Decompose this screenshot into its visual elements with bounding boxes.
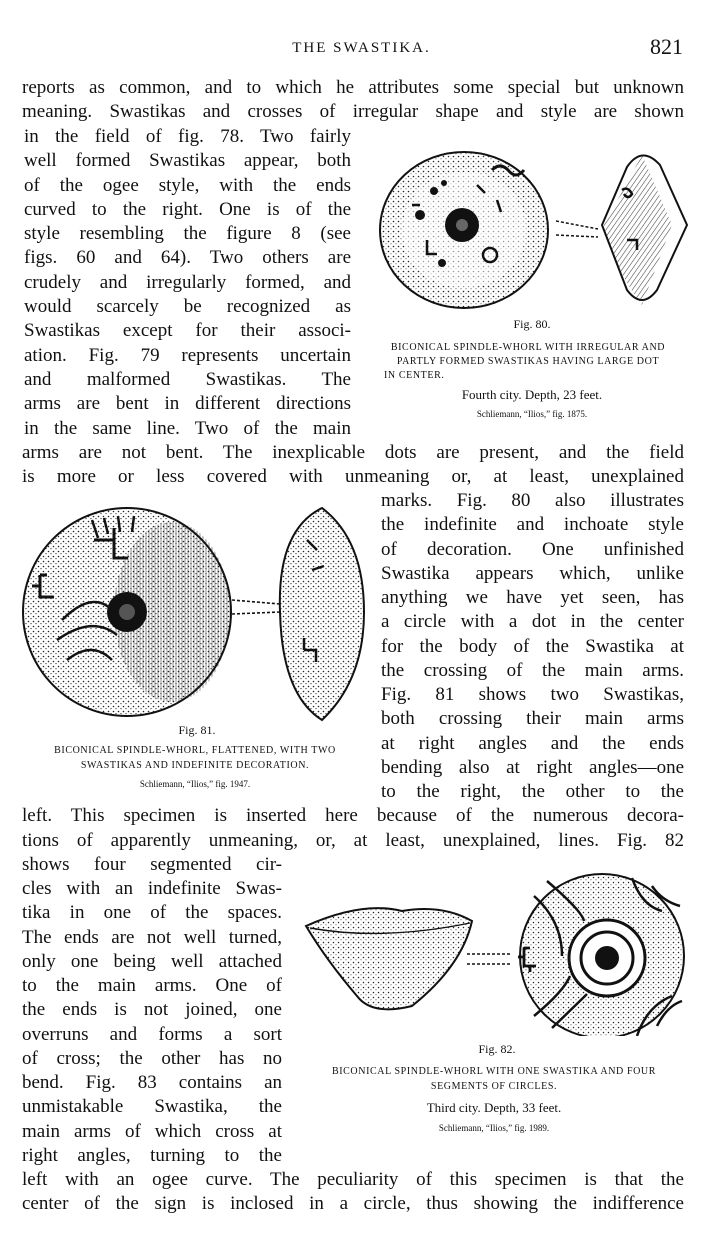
text-line: arms are bent in different directions: [24, 393, 351, 414]
fig80-source: Schliemann, “Ilios,” fig. 1875.: [476, 409, 588, 419]
text-line: left. This specimen is inserted here because of the numerous decora-: [22, 805, 684, 826]
fig80-illustration: [372, 145, 692, 320]
fig82-caption-line: BICONICAL SPINDLE-WHORL WITH ONE SWASTIKA AND FOUR: [331, 1066, 657, 1077]
text-line: overruns and forms a sort: [22, 1024, 282, 1045]
fig80-caption-line: PARTLY FORMED SWASTIKAS HAVING LARGE DOT: [396, 356, 660, 367]
text-line: curved to the right. One is of the: [24, 199, 351, 220]
text-line: main arms of which cross at: [22, 1121, 282, 1142]
text-line: a circle with a dot in the center: [381, 611, 684, 632]
text-line: only one being well attached: [22, 951, 282, 972]
text-line: the ends is not joined, one: [22, 999, 282, 1020]
text-line: in the field of fig. 78. Two fairly: [24, 126, 351, 147]
fig81-illustration: [22, 500, 372, 725]
fig80-location: Fourth city. Depth, 23 feet.: [461, 387, 603, 402]
running-title: THE SWASTIKA.: [292, 40, 431, 56]
text-line: for the body of the Swastika at: [381, 636, 684, 657]
fig80-caption-line: IN CENTER.: [384, 370, 445, 381]
text-line: bend. Fig. 83 contains an: [22, 1072, 282, 1093]
text-line: The ends are not well turned,: [22, 927, 282, 948]
text-line: ation. Fig. 79 represents uncertain: [24, 345, 351, 366]
text-line: Swastika appears which, unlike: [381, 563, 684, 584]
text-line: left with an ogee curve. The peculiarity of this specimen is that the: [22, 1169, 684, 1190]
text-line: and malformed Swastikas. The: [24, 369, 351, 390]
text-line: shows four segmented cir-: [22, 854, 282, 875]
fig81-caption-line: SWASTIKAS AND INDEFINITE DECORATION.: [80, 760, 310, 771]
text-line: tions of apparently unmeaning, or, at least, unexplained, lines. Fig. 82: [22, 830, 684, 851]
text-line: bending also at right angles—one: [381, 757, 684, 778]
text-line: would scarcely be recognized as: [24, 296, 351, 317]
text-line: crudely and irregularly formed, and: [24, 272, 351, 293]
text-line: marks. Fig. 80 also illustrates: [381, 490, 684, 511]
text-line: at right angles and the ends: [381, 733, 684, 754]
text-line: anything we have yet seen, has: [381, 587, 684, 608]
text-line: reports as common, and to which he attributes some special but unknown: [22, 77, 684, 98]
text-line: cles with an indefinite Swas-: [22, 878, 282, 899]
text-line: the crossing of the main arms.: [381, 660, 684, 681]
fig81-source: Schliemann, “Ilios,” fig. 1947.: [139, 779, 251, 789]
text-line: unmistakable Swastika, the: [22, 1096, 282, 1117]
fig81-caption-line: BICONICAL SPINDLE-WHORL, FLATTENED, WITH TWO: [54, 745, 336, 756]
text-line: meaning. Swastikas and crosses of irregular shape and style are shown: [22, 101, 684, 122]
text-line: center of the sign is inclosed in a circle, thus showing the indifference: [22, 1193, 684, 1214]
spindle-whorl-drawing: [22, 500, 372, 725]
fig80-label: Fig. 80.: [513, 317, 551, 331]
fig81-label: Fig. 81.: [178, 723, 216, 737]
text-line: of the ogee style, with the ends: [24, 175, 351, 196]
fig82-label: Fig. 82.: [478, 1042, 516, 1056]
text-line: both crossing their main arms: [381, 708, 684, 729]
text-line: is more or less covered with unmeaning or, at least, unexplained: [22, 466, 684, 487]
spindle-whorl-drawing: [372, 145, 692, 320]
fig80-caption-line: BICONICAL SPINDLE-WHORL WITH IRREGULAR AND: [390, 342, 666, 353]
fig82-illustration: [302, 866, 692, 1036]
spindle-whorl-drawing: [302, 866, 692, 1036]
text-line: to the main arms. One of: [22, 975, 282, 996]
text-line: of decoration. One unfinished: [381, 539, 684, 560]
page-number: 821: [650, 34, 683, 59]
text-line: the indefinite and inchoate style: [381, 514, 684, 535]
text-line: in the same line. Two of the main: [24, 418, 351, 439]
text-line: well formed Swastikas appear, both: [24, 150, 351, 171]
text-line: arms are not bent. The inexplicable dots are present, and the field: [22, 442, 684, 463]
text-line: style resembling the figure 8 (see: [24, 223, 351, 244]
text-line: tika in one of the spaces.: [22, 902, 282, 923]
text-line: figs. 60 and 64). Two others are: [24, 247, 351, 268]
fig82-location: Third city. Depth, 33 feet.: [426, 1100, 562, 1115]
text-line: to the right, the other to the: [381, 781, 684, 802]
fig82-caption-line: SEGMENTS OF CIRCLES.: [430, 1081, 558, 1092]
page-header: [0, 36, 723, 64]
fig82-source: Schliemann, “Ilios,” fig. 1989.: [438, 1123, 550, 1133]
text-line: Fig. 81 shows two Swastikas,: [381, 684, 684, 705]
text-line: Swastikas except for their associ-: [24, 320, 351, 341]
text-line: of cross; the other has no: [22, 1048, 282, 1069]
text-line: right angles, turning to the: [22, 1145, 282, 1166]
